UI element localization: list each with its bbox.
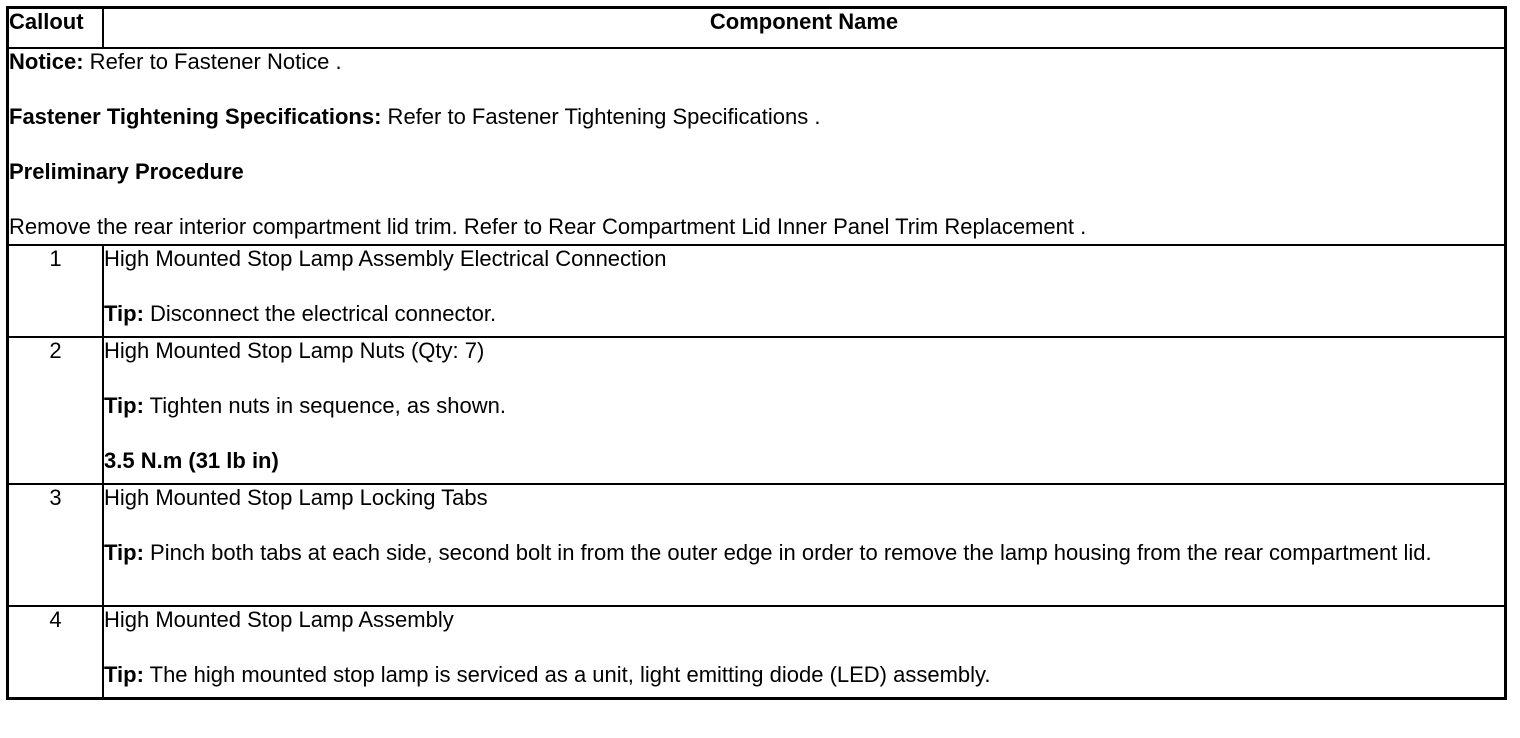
component-description: [103, 245, 1506, 337]
callout-number: 2: [8, 337, 104, 484]
table-row: [8, 245, 1506, 337]
preliminary-text: Remove the rear interior compartment lid trim. Refer to Rear Compartment Lid Inner Panel Trim Replacement .: [9, 214, 1087, 239]
component-description: [103, 484, 1506, 606]
tip-label: Tip:: [104, 540, 144, 565]
component-name: High Mounted Stop Lamp Assembly Electrical Connection: [104, 246, 667, 271]
table-row: [8, 484, 1506, 606]
notice-line: [9, 49, 1504, 75]
tip-line: [104, 301, 1504, 327]
fastener-spec-text: Refer to Fastener Tightening Specifications .: [381, 104, 821, 129]
tip-text: Tighten nuts in sequence, as shown.: [143, 393, 506, 418]
fastener-spec-line: [9, 104, 1504, 130]
table-row: [8, 337, 1506, 484]
tip-text: Disconnect the electrical connector.: [143, 301, 497, 326]
tip-line: [104, 393, 1504, 419]
component-description: [103, 337, 1506, 484]
preliminary-heading: Preliminary Procedure: [9, 159, 244, 184]
torque-spec: 3.5 N.m (31 lb in): [104, 448, 279, 473]
component-name: High Mounted Stop Lamp Assembly: [104, 607, 454, 632]
table-header-row: [8, 8, 1506, 49]
callout-number: 1: [8, 245, 104, 337]
tip-line: [104, 662, 1504, 688]
tip-line: [104, 540, 1504, 566]
table-row: [8, 606, 1506, 699]
component-table: [6, 6, 1507, 700]
general-info-row: [8, 48, 1506, 245]
tip-text: The high mounted stop lamp is serviced as a unit, light emitting diode (LED) assembly.: [143, 662, 991, 687]
callout-number: 3: [8, 484, 104, 606]
tip-text: Pinch both tabs at each side, second bolt in from the outer edge in order to remove the lamp housing from the rear compartment lid.: [143, 540, 1432, 565]
component-name: High Mounted Stop Lamp Nuts (Qty: 7): [104, 338, 485, 363]
callout-number: 4: [8, 606, 104, 699]
component-description: [103, 606, 1506, 699]
fastener-spec-label: Fastener Tightening Specifications:: [9, 104, 382, 129]
tip-label: Tip:: [104, 662, 144, 687]
component-name: High Mounted Stop Lamp Locking Tabs: [104, 485, 488, 510]
header-callout: Callout: [8, 8, 104, 49]
header-component-name: Component Name: [103, 8, 1506, 49]
notice-label: Notice:: [9, 49, 84, 74]
notice-text: Refer to Fastener Notice .: [83, 49, 342, 74]
tip-label: Tip:: [104, 301, 144, 326]
tip-label: Tip:: [104, 393, 144, 418]
general-info-cell: [8, 48, 1506, 245]
